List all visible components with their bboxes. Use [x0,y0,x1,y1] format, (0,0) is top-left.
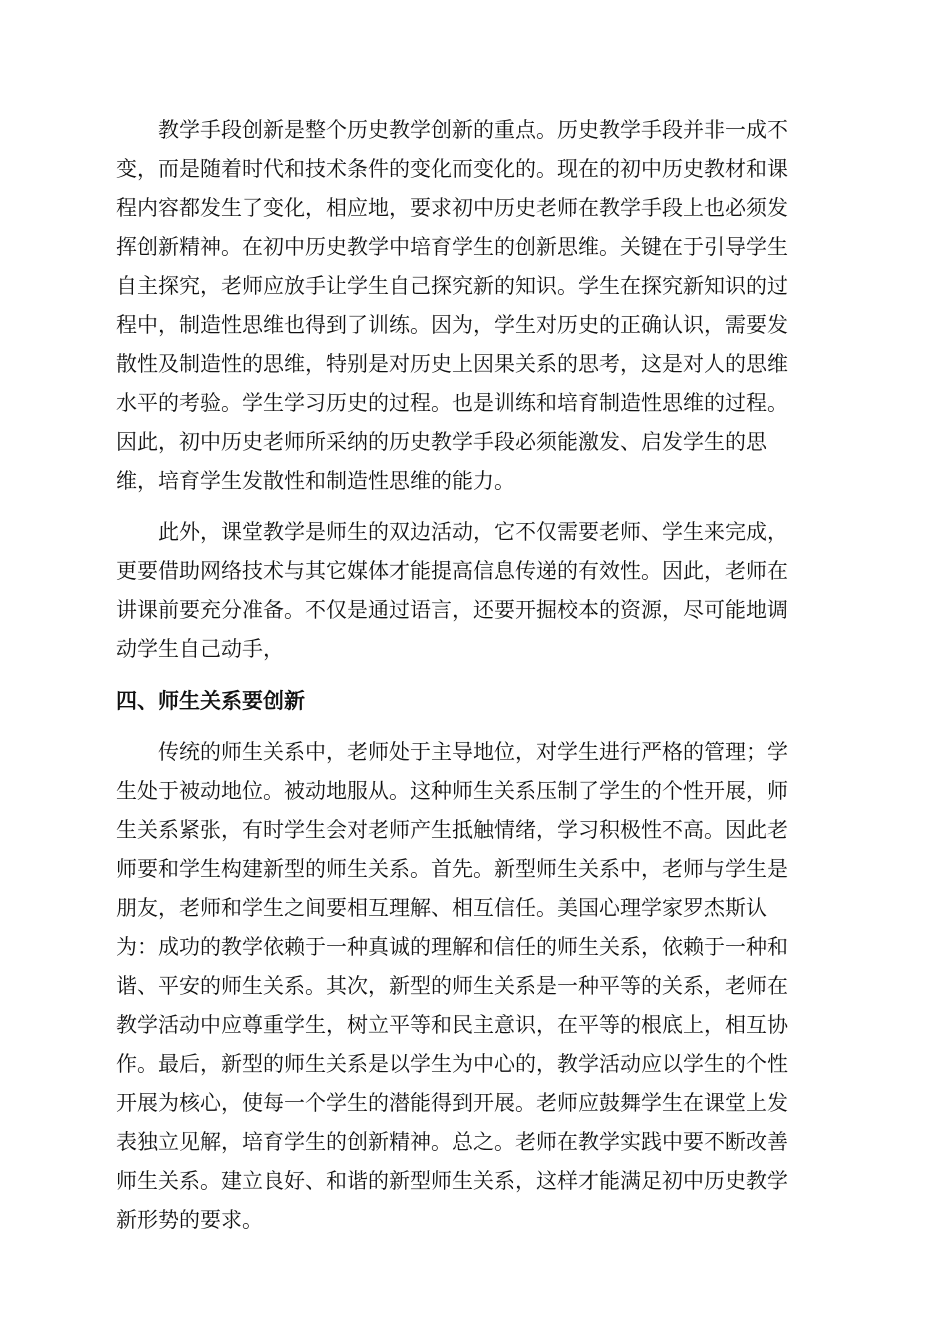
paragraph-3-line: 为：成功的教学依赖于一种真诚的理解和信任的师生关系，依赖于一种和 [116,935,788,959]
paragraph-1-line: 程内容都发生了变化，相应地，要求初中历史老师在教学手段上也必须发 [116,196,788,220]
paragraph-1-line: 挥创新精神。在初中历史教学中培育学生的创新思维。关键在于引导学生 [116,235,788,259]
paragraph-2-line: 此外，课堂教学是师生的双边活动，它不仅需要老师、学生来完成， [116,520,788,544]
section-heading: 四、师生关系要创新 [116,689,305,713]
paragraph-1-line: 水平的考验。学生学习历史的过程。也是训练和培育制造性思维的过程。 [116,391,788,415]
paragraph-1-line: 因此，初中历史老师所采纳的历史教学手段必须能激发、启发学生的思 [116,430,767,454]
paragraph-3-line: 谐、平安的师生关系。其次，新型的师生关系是一种平等的关系，老师在 [116,974,788,998]
paragraph-3-line: 教学活动中应尊重学生，树立平等和民主意识，在平等的根底上，相互协 [116,1013,788,1037]
paragraph-3-line: 传统的师生关系中，老师处于主导地位，对学生进行严格的管理；学 [116,740,788,764]
paragraph-2-line: 讲课前要充分准备。不仅是通过语言，还要开掘校本的资源，尽可能地调 [116,598,788,622]
paragraph-3-line: 师要和学生构建新型的师生关系。首先。新型师生关系中，老师与学生是 [116,857,788,881]
paragraph-3-line: 新形势的要求。 [116,1208,263,1232]
paragraph-1-line: 自主探究，老师应放手让学生自己探究新的知识。学生在探究新知识的过 [116,274,788,298]
paragraph-3-line: 生处于被动地位。被动地服从。这种师生关系压制了学生的个性开展，师 [116,779,788,803]
paragraph-3-line: 表独立见解，培育学生的创新精神。总之。老师在教学实践中要不断改善 [116,1130,788,1154]
paragraph-2-line: 更要借助网络技术与其它媒体才能提高信息传递的有效性。因此，老师在 [116,559,788,583]
paragraph-3-line: 开展为核心，使每一个学生的潜能得到开展。老师应鼓舞学生在课堂上发 [116,1091,788,1115]
paragraph-3-line: 作。最后，新型的师生关系是以学生为中心的，教学活动应以学生的个性 [116,1052,788,1076]
paragraph-1-line: 变，而是随着时代和技术条件的变化而变化的。现在的初中历史教材和课 [116,157,788,181]
paragraph-3-line: 师生关系。建立良好、和谐的新型师生关系，这样才能满足初中历史教学 [116,1169,788,1193]
paragraph-3-line: 生关系紧张，有时学生会对老师产生抵触情绪，学习积极性不高。因此老 [116,818,788,842]
paragraph-1-line: 教学手段创新是整个历史教学创新的重点。历史教学手段并非一成不 [116,118,788,142]
paragraph-1-line: 散性及制造性的思维，特别是对历史上因果关系的思考，这是对人的思维 [116,352,788,376]
paragraph-1-line: 维，培育学生发散性和制造性思维的能力。 [116,469,515,493]
paragraph-3-line: 朋友，老师和学生之间要相互理解、相互信任。美国心理学家罗杰斯认 [116,896,767,920]
paragraph-1-line: 程中，制造性思维也得到了训练。因为，学生对历史的正确认识，需要发 [116,313,788,337]
paragraph-2-line: 动学生自己动手， [116,637,284,661]
